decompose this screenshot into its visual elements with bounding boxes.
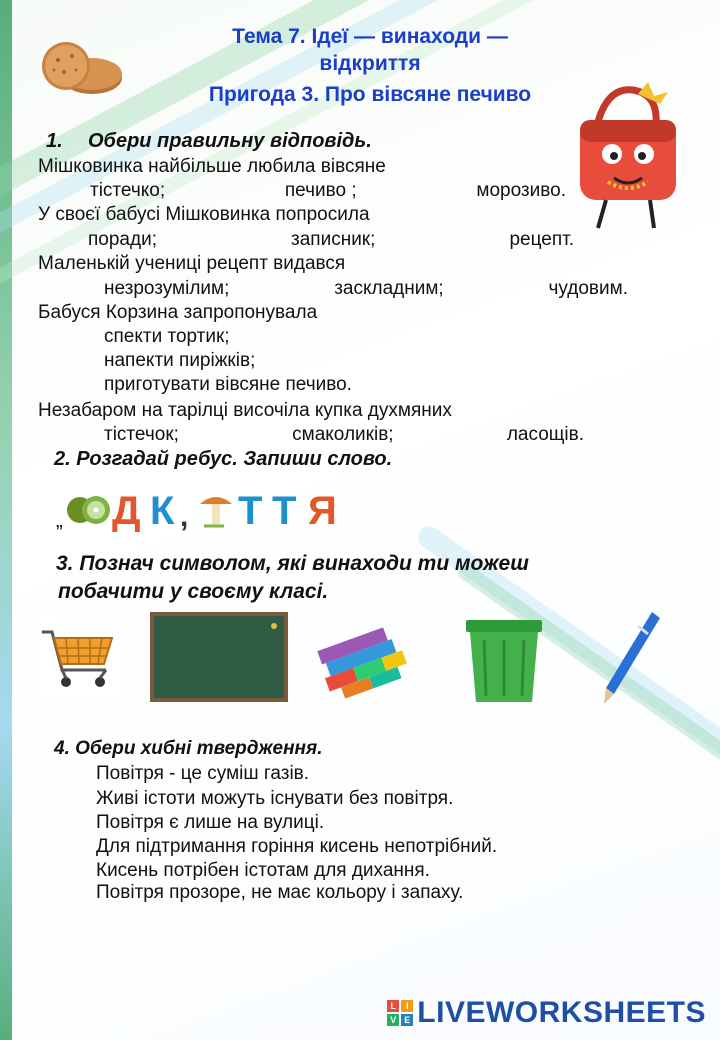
task1-prompt-2: У своєї бабусі Мішковинка попросила bbox=[38, 204, 370, 225]
task3-heading-line-2: побачити у своєму класі. bbox=[58, 580, 329, 603]
statement[interactable]: Для підтримання горіння кисень непотрібний. bbox=[96, 836, 498, 857]
chalkboard-icon[interactable] bbox=[150, 612, 288, 702]
option[interactable]: поради; bbox=[88, 229, 157, 250]
option[interactable]: печиво ; bbox=[284, 180, 357, 201]
option[interactable]: незрозумілим; bbox=[104, 278, 230, 299]
logo-text: LIVEWORKSHEETS bbox=[417, 996, 706, 1029]
rebus-letter: Д bbox=[112, 489, 141, 532]
title-line-2: відкриття bbox=[319, 52, 421, 75]
task1-heading: Обери правильну відповідь. bbox=[88, 130, 372, 152]
option[interactable]: напекти пиріжків; bbox=[104, 350, 256, 371]
rebus-letter: К bbox=[150, 489, 175, 532]
task1-options-1 bbox=[90, 180, 566, 202]
statement[interactable]: Повітря прозоре, не має кольору і запаху. bbox=[96, 882, 464, 903]
pen-icon[interactable] bbox=[598, 608, 664, 708]
rebus-letter: Я bbox=[308, 489, 337, 532]
rebus-comma: , bbox=[180, 500, 189, 532]
statement[interactable]: Кисень потрібен істотам для дихання. bbox=[96, 860, 430, 881]
title-line-1: Тема 7. Ідеї — винаходи — bbox=[232, 25, 508, 48]
option[interactable]: спекти тортик; bbox=[104, 326, 230, 347]
logo-blocks-icon: L I V E bbox=[387, 1000, 413, 1026]
liveworksheets-logo bbox=[387, 996, 706, 1030]
task1-prompt-5: Незабаром на тарілці височіла купка духмяних bbox=[38, 400, 452, 421]
task1-number: 1. bbox=[46, 130, 63, 152]
task2-heading: 2. Розгадай ребус. Запиши слово. bbox=[54, 448, 393, 470]
statement[interactable]: Повітря - це суміш газів. bbox=[96, 763, 310, 784]
task3-heading-line-1: 3. Познач символом, які винаходи ти можеш bbox=[56, 552, 529, 575]
task1-prompt-1: Мішковинка найбільше любила вівсяне bbox=[38, 156, 386, 177]
option[interactable]: приготувати вівсяне печиво. bbox=[104, 374, 352, 395]
plasticine-icon[interactable] bbox=[312, 616, 414, 698]
option[interactable]: тістечко; bbox=[90, 180, 166, 201]
task1-options-2 bbox=[88, 229, 574, 251]
option[interactable]: смаколиків; bbox=[292, 424, 394, 445]
task1-options-5 bbox=[104, 424, 584, 446]
shopping-cart-icon[interactable] bbox=[36, 618, 120, 698]
rebus-letter: Т bbox=[272, 489, 297, 532]
rebus-image bbox=[58, 484, 368, 532]
trash-bin-icon[interactable] bbox=[462, 616, 546, 706]
rebus-letter: Т bbox=[238, 489, 263, 532]
option[interactable]: чудовим. bbox=[548, 278, 628, 299]
option[interactable]: морозиво. bbox=[476, 180, 566, 201]
quote-mark: „ bbox=[56, 510, 63, 532]
option[interactable]: записник; bbox=[291, 229, 376, 250]
task1-prompt-4: Бабуся Корзина запропонувала bbox=[38, 302, 318, 323]
option[interactable]: тістечок; bbox=[104, 424, 179, 445]
task4-heading: 4. Обери хибні твердження. bbox=[54, 738, 323, 759]
statement[interactable]: Живі істоти можуть існувати без повітря. bbox=[96, 788, 454, 809]
subtitle: Пригода 3. Про вівсяне печиво bbox=[208, 83, 532, 106]
option[interactable]: ласощів. bbox=[506, 424, 584, 445]
statement[interactable]: Повітря є лише на вулиці. bbox=[96, 812, 325, 833]
cookies-icon bbox=[34, 38, 124, 98]
option[interactable]: заскладним; bbox=[334, 278, 444, 299]
bag-character-icon bbox=[568, 82, 688, 232]
task1-options-3 bbox=[104, 278, 628, 300]
option[interactable]: рецепт. bbox=[509, 229, 574, 250]
task1-prompt-3: Маленькій учениці рецепт видався bbox=[38, 253, 346, 274]
